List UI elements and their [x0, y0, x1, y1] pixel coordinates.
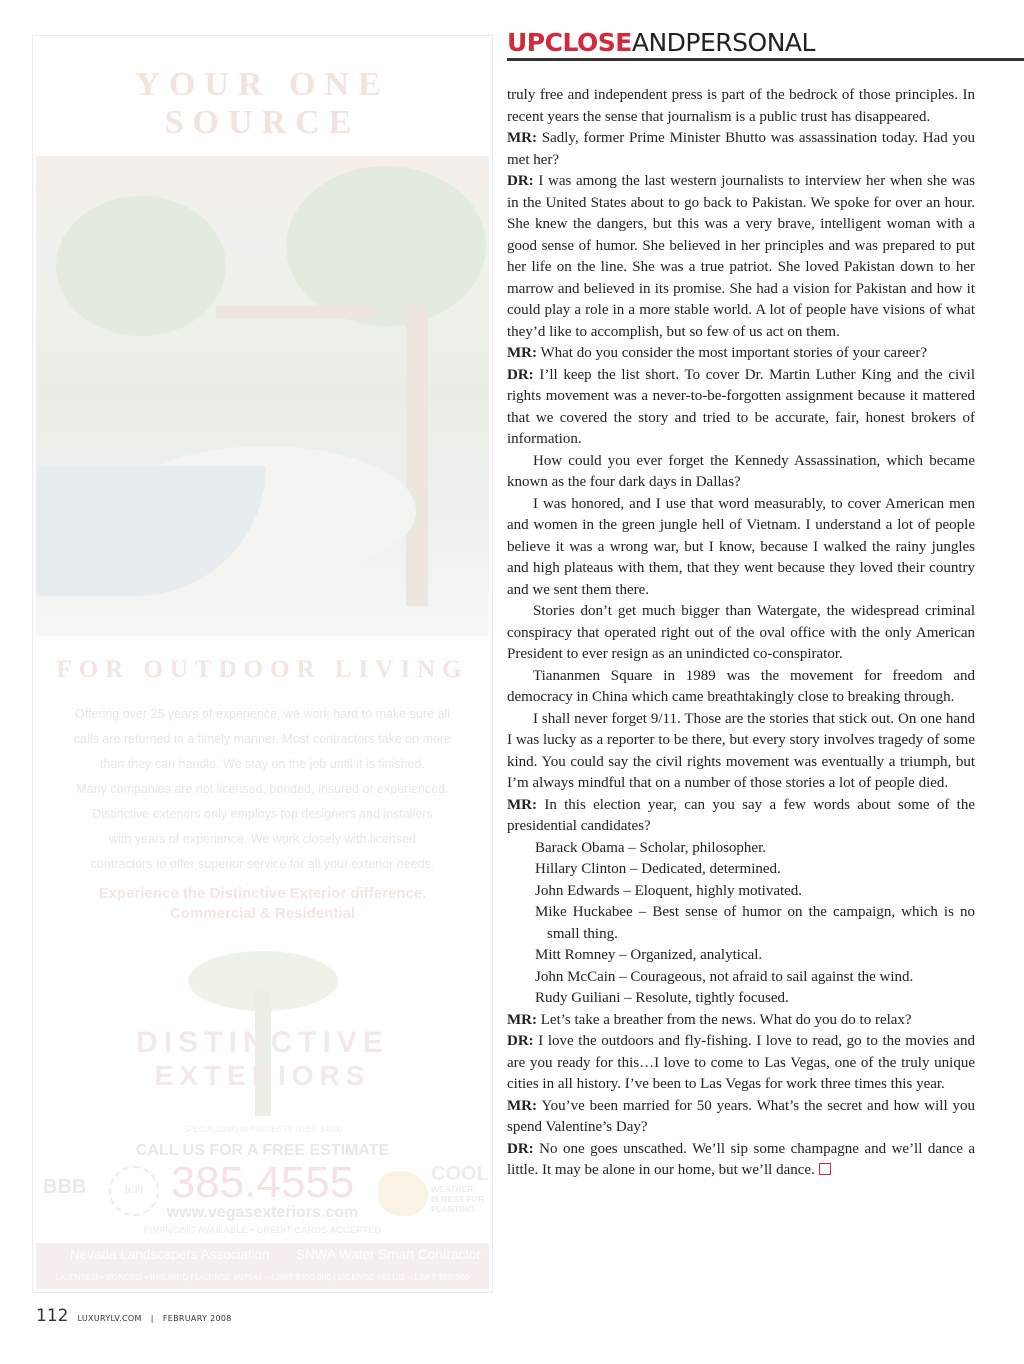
article-paragraph — [507, 451, 975, 494]
article-paragraph — [507, 795, 975, 838]
paragraph-text: Sadly, former Prime Minister Bhutto was assassination today. Had you met her? — [507, 130, 975, 168]
footer-separator: | — [150, 1314, 154, 1323]
advertisement-distinctive-exteriors — [32, 35, 493, 1293]
article-body — [507, 85, 975, 1182]
ad-call: CALL US FOR A FREE ESTIMATE — [135, 1142, 390, 1159]
article-paragraph — [507, 1139, 975, 1182]
speaker-label: MR: — [507, 1011, 537, 1028]
license-line: LICENSED • BONDED • INSURED | LICENSE #57541 – LIMIT $300,000 | LICENSE #65132 – LIMIT $50,000 — [55, 1272, 470, 1282]
candidate-item — [507, 881, 975, 903]
ad-body-line: Distinctive exteriors only employs top designers and installers — [92, 807, 433, 821]
ad-subhead: FOR OUTDOOR LIVING — [56, 656, 469, 683]
ad-phone: 385.4555 — [170, 1158, 355, 1207]
article-paragraph — [507, 1031, 975, 1096]
ad-body-line: calls are returned in a timely manner. Most contractors take on more — [73, 732, 452, 746]
bbb-logo-icon: BBB — [43, 1176, 87, 1198]
end-of-article-icon — [819, 1163, 831, 1175]
candidate-item — [507, 902, 975, 945]
paragraph-text: I shall never forget 9/11. Those are the stories that stick out. On one hand I was lucky as a reporter to be there, but every story involves tragedy of some kind. You could say the civil rights movement was eventually a triumph, but I’m always mindful that on a number of those stories a lot of people died. — [507, 710, 975, 791]
article-paragraph — [507, 365, 975, 451]
speaker-label: DR: — [507, 1033, 534, 1049]
paragraph-text: Tiananmen Square in 1989 was the movement for freedom and democracy in China which came breathtakingly close to breaking through. — [507, 667, 975, 705]
paragraph-text: I was honored, and I use that word measurably, to cover American men and women in the green jungle hell of Vietnam. I understand a lot of people believe it was a wrong war, but I know, because I walked the rainy jungles and high plateaus with them, that they went because they loved their country and we sent them there. — [507, 495, 975, 598]
article-paragraph — [507, 494, 975, 602]
ad-photo-backyard — [36, 156, 489, 636]
icpi-seal-icon: ICPI — [109, 1166, 159, 1216]
paragraph-text: I love the outdoors and fly-fishing. I love to read, go to the movies and are you ready for this…I love to come to Las Vegas, one of the truly unique cities in all history. I’ve been to Las Vegas for work three times this year. — [507, 1033, 975, 1092]
ad-segments: Commercial & Residential — [169, 905, 356, 922]
ad-body-line: with years of experience. We work closely with licensed — [109, 832, 416, 846]
article-paragraph — [507, 709, 975, 795]
ad-body-line: than they can handle. We stay on the job until it is finished. — [100, 757, 425, 771]
assoc-right: SNWA Water Smart Contractor — [296, 1247, 482, 1262]
speaker-label: MR: — [507, 1097, 537, 1114]
candidate-item — [507, 988, 975, 1010]
title-rest: PERSONAL — [685, 28, 815, 57]
section-title — [507, 28, 815, 58]
section-divider — [507, 58, 1024, 61]
ad-tagline — [33, 884, 492, 924]
paragraph-text: You’ve been married for 50 years. What’s the secret and how will you spend Valentine’s Day? — [507, 1097, 975, 1135]
speaker-label: DR: — [507, 1140, 534, 1157]
ad-logo-line1: DISTINCTIVE — [136, 1026, 389, 1059]
paragraph-text: John McCain – Courageous, not afraid to sail against the wind. — [535, 968, 914, 985]
paragraph-text: Mitt Romney – Organized, analytical. — [535, 947, 763, 963]
paragraph-text: Hillary Clinton – Dedicated, determined. — [535, 861, 781, 877]
paragraph-text: No one goes unscathed. We’ll sip some champagne and we’ll dance a little. It may be alone in our home, but we’ll dance. — [507, 1140, 976, 1178]
ad-body-line: contractors to offer superior service for all your exterior needs. — [90, 857, 435, 871]
ad-specializing: SPECIALIZING IN PROJECTS OVER $4000 — [182, 1125, 343, 1134]
ad-logo-line2: EXTERIORS — [154, 1060, 371, 1091]
cool-line: PLANTING — [431, 1204, 475, 1214]
speaker-label: DR: — [507, 173, 534, 189]
speaker-label: MR: — [507, 796, 537, 813]
candidate-item — [507, 859, 975, 881]
footer-site: LUXURYLV.COM — [77, 1314, 142, 1323]
ad-association-band — [36, 1243, 489, 1289]
article-paragraph — [507, 343, 975, 365]
article-paragraph — [507, 666, 975, 709]
ad-body-text — [73, 702, 452, 877]
paragraph-text: What do you consider the most important stories of your career? — [540, 345, 928, 361]
paragraph-text: I’ll keep the list short. To cover Dr. Martin Luther King and the civil rights movement was a never-to-be-forgotten assignment because it mattered that we covered the story and tried to be accurate, fair, honest brokers of information. — [507, 366, 975, 447]
speaker-label: MR: — [507, 345, 537, 361]
article-paragraph — [507, 1010, 975, 1032]
paragraph-text: How could you ever forget the Kennedy Assassination, which became known as the four dark days in Dallas? — [507, 452, 975, 490]
speaker-label: DR: — [507, 366, 534, 383]
cool-line: WEATHER — [431, 1184, 474, 1194]
paragraph-text: Let’s take a breather from the news. What do you do to relax? — [540, 1011, 912, 1028]
speaker-label: MR: — [507, 130, 537, 146]
ad-headline: YOUR ONE SOURCE — [135, 66, 390, 141]
article-paragraph — [507, 128, 975, 171]
page-footer — [36, 1306, 232, 1326]
candidate-item — [507, 945, 975, 967]
cool-line: IS BEST FOR — [431, 1194, 485, 1204]
title-bold: UPCLOSE — [507, 28, 632, 57]
paragraph-text: Mike Huckabee – Best sense of humor on the campaign, which is no small thing. — [535, 904, 975, 942]
cool-title: COOL — [431, 1163, 489, 1185]
article-paragraph — [507, 1096, 975, 1139]
article-paragraph — [507, 171, 975, 343]
article-paragraph — [507, 85, 975, 128]
candidate-item — [507, 838, 975, 860]
paragraph-text: John Edwards – Eloquent, highly motivated. — [535, 882, 803, 899]
ad-body-line: Many companies are not licensed, bonded, insured or experienced. — [76, 782, 449, 796]
paragraph-text: Rudy Guiliani – Resolute, tightly focused. — [535, 990, 789, 1006]
paragraph-text: Stories don’t get much bigger than Watergate, the widespread criminal conspiracy that operated right out of the oval office with the only American President to ever resign as an unindicted co-conspirator. — [507, 603, 975, 662]
assoc-left: Nevada Landscapers Association — [70, 1247, 270, 1262]
paragraph-text: truly free and independent press is part of the bedrock of those principles. In recent years the sense that journalism is a public trust has disappeared. — [507, 87, 975, 125]
ad-body-line: Offering over 25 years of experience, we work hard to make sure all — [75, 707, 450, 721]
title-light: AND — [631, 28, 686, 57]
footer-date: FEBRUARY 2008 — [162, 1314, 232, 1323]
candidate-item — [507, 967, 975, 989]
ad-website: www.vegasexteriors.com — [166, 1204, 359, 1221]
paragraph-text: I was among the last western journalists to interview her when she was in the United States about to go back to Pakistan. We spoke for over an hour. She knew the dangers, but this was a very brave, intelligent woman with a good sense of humor. She believed in her principles and was prepared to put her life on the line. She was a true patriot. She loved Pakistan down to her marrow and believed in its promise. She had a vision for Pakistan and how it could play a role in a more stable world. A lot of people have visions of what they’d like to accomplish, but so few of us act on them. — [507, 173, 976, 340]
ad-experience: Experience the Distinctive Exterior difference. — [98, 885, 427, 902]
article-paragraph — [507, 601, 975, 666]
page-number: 112 — [36, 1306, 69, 1326]
paragraph-text: Barack Obama – Scholar, philosopher. — [535, 839, 767, 856]
paragraph-text: In this election year, can you say a few words about some of the presidential candidates? — [507, 796, 976, 834]
ad-financing: FINANCING AVAILABLE • CREDIT CARDS ACCEPTED — [143, 1225, 382, 1236]
